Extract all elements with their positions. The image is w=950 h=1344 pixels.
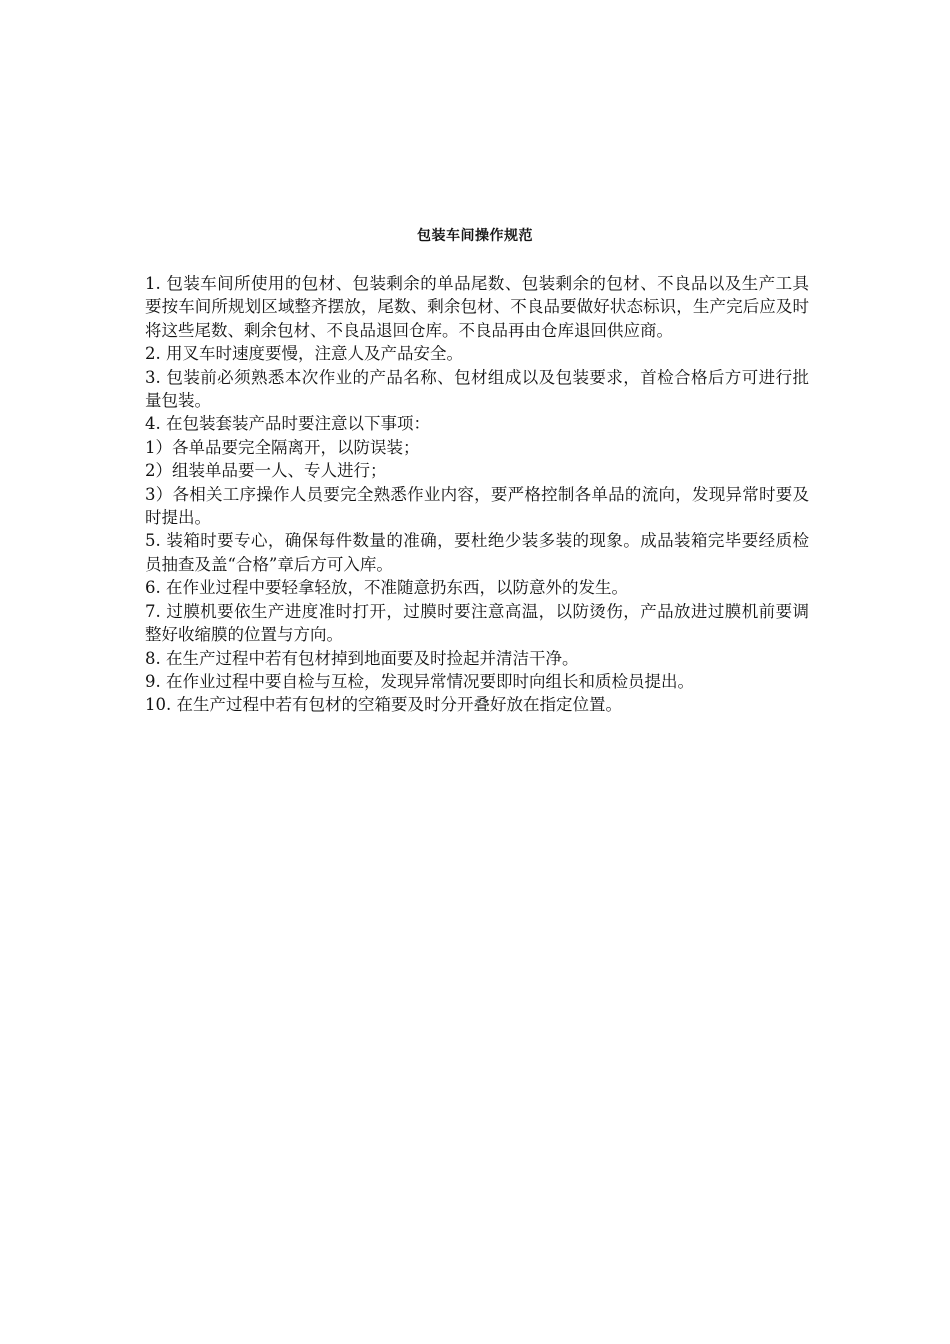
document-body [145, 272, 809, 717]
rule-8-paragraph: 8. 在生产过程中若有包材掉到地面要及时捡起并清洁干净。 [145, 648, 579, 668]
rule-5-paragraph: 5. 装箱时要专心，确保每件数量的准确，要杜绝少装多装的现象。成品装箱完毕要经质检员抽查及盖“合格”章后方可入库。 [145, 531, 809, 574]
rule-2-paragraph: 2. 用叉车时速度要慢，注意人及产品安全。 [145, 344, 463, 364]
rule-9-paragraph: 9. 在作业过程中要自检与互检，发现异常情况要即时向组长和质检员提出。 [145, 671, 694, 691]
rule-10-paragraph: 10. 在生产过程中若有包材的空箱要及时分开叠好放在指定位置。 [145, 695, 622, 715]
rule-4-subitem-1: 1）各单品要完全隔离开，以防误装； [145, 437, 420, 457]
rule-4-subitem-3: 3）各相关工序操作人员要完全熟悉作业内容，要严格控制各单品的流向，发现异常时要及时提出。 [145, 484, 809, 528]
rule-7-paragraph: 7. 过膜机要依生产进度准时打开，过膜时要注意高温，以防烫伤，产品放进过膜机前要调整好收缩膜的位置与方向。 [145, 601, 809, 645]
rule-4-paragraph: 4. 在包装套装产品时要注意以下事项： [145, 414, 430, 434]
rule-6-paragraph: 6. 在作业过程中要轻拿轻放，不准随意扔东西，以防意外的发生。 [145, 578, 628, 598]
rule-3-paragraph: 3. 包装前必须熟悉本次作业的产品名称、包材组成以及包装要求，首检合格后方可进行批量包装。 [145, 367, 809, 411]
rule-1-paragraph: 1. 包装车间所使用的包材、包装剩余的单品尾数、包装剩余的包材、不良品以及生产工具要按车间所规划区域整齐摆放，尾数、剩余包材、不良品要做好状态标识，生产完后应及时将这些尾数、剩余包材、不良品退回仓库。不良品再由仓库退回供应商。 [145, 274, 809, 340]
document-title: 包装车间操作规范 [417, 228, 533, 244]
rule-4-subitem-2: 2）组装单品要一人、专人进行； [145, 461, 387, 481]
